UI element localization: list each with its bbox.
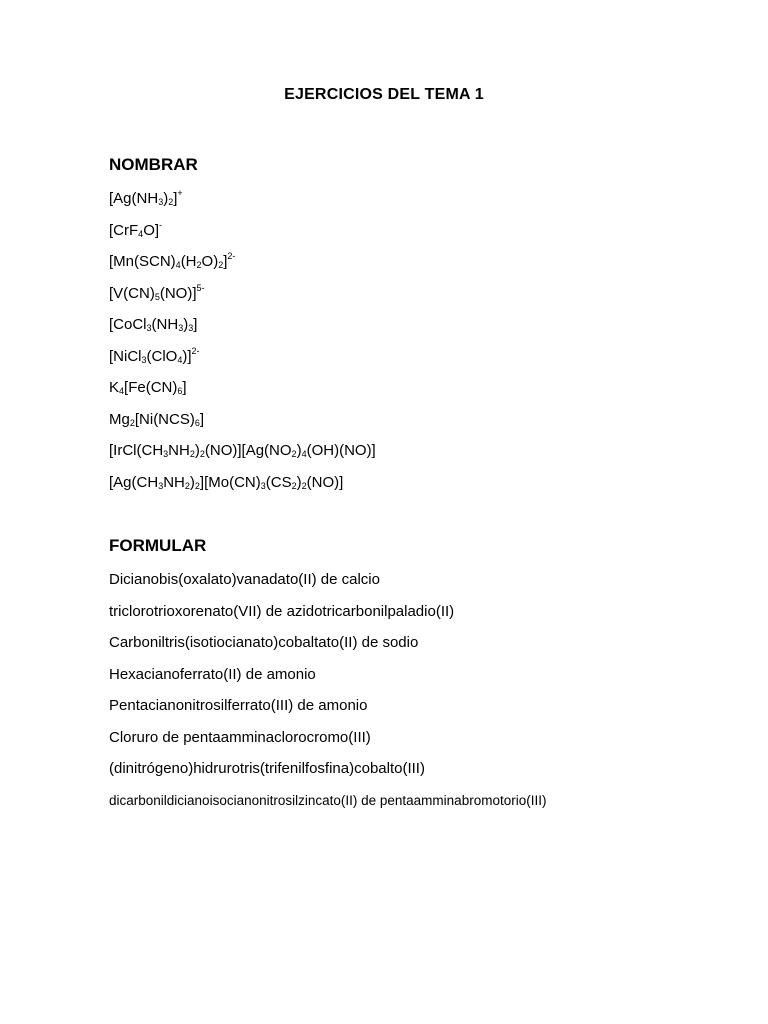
formula-item: $[V(CN)_5(NO)]^{5-}$ [109, 282, 205, 302]
compound-name-item: Dicianobis(oxalato)vanadato(II) de calcio [109, 571, 380, 588]
compound-name-item: dicarbonildicianoisocianonitrosilzincato(II) de pentaamminabromotorio(III) [109, 792, 547, 808]
formula-item: $[IrCl(CH_3NH_2)_2(NO)][Ag(NO_2)_4(OH)(NO)]$ [109, 442, 376, 459]
compound-name-item: (dinitrógeno)hidrurotris(trifenilfosfina)cobalto(III) [109, 760, 425, 777]
compound-name-item: Cloruro de pentaamminaclorocromo(III) [109, 728, 371, 746]
formula-item: [NiCl$_3$(ClO$_4$)]$^{2-}$ [109, 345, 200, 365]
formula-item: $[Mn(SCN)_4(H_2O)_2]^{2-}$ [109, 251, 236, 270]
compound-name-item: Pentacianonitrosilferrato(III) de amonio [109, 697, 368, 714]
nombrar-list [109, 189, 376, 504]
formula-item: $[Ag(NH_3)_2]^+$ [109, 188, 183, 207]
document-title: EJERCICIOS DEL TEMA 1 [284, 86, 484, 103]
formula-item: $K_4[Fe(CN)_6]$ [109, 379, 187, 396]
compound-name-item: Hexacianoferrato(II) de amonio [109, 665, 316, 683]
formula-item: $[CoCl_3(NH_3)_3]$ [109, 316, 198, 333]
formula-item: $[Ag(CH_3NH_2)_2][Mo(CN)_3(CS_2)_2(NO)]$ [109, 473, 344, 491]
formular-heading: FORMULAR [109, 536, 207, 555]
nombrar-heading: NOMBRAR [109, 155, 198, 174]
formular-list [109, 570, 546, 822]
formula-item: $Mg_2[Ni(NCS)_6]$ [109, 410, 205, 428]
formula-item: [CrF$_4$O]- [109, 219, 163, 239]
compound-name-item: Carboniltris(isotiocianato)cobaltato(II) de sodio [109, 634, 419, 651]
compound-name-item: triclorotrioxorenato(VII) de azidotricarbonilpaladio(II) [109, 602, 455, 620]
